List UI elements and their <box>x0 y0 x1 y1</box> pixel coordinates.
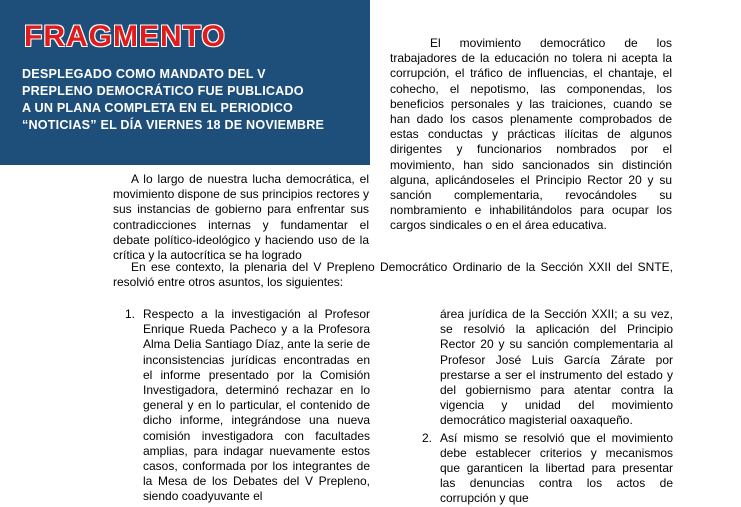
list-item-number: 2. <box>421 430 432 445</box>
resolution-list-right <box>410 307 673 507</box>
resolution-list-left <box>113 307 370 505</box>
page-title: FRAGMENTO <box>24 20 226 53</box>
intro-column <box>113 172 369 263</box>
list-item-text: Así mismo se resolvió que el movimiento debe establecer criterios y mecanismos que garanticen la libertad para presentar las denuncias contra los actos de corrupción y que <box>440 430 673 506</box>
right-column-paragraph: El movimiento democrático de los trabajadores de la educación no tolera ni acepta la corrupción, el tráfico de influencias, el chantaje, el cohecho, el nepotismo, las componendas, los beneficios personales y las traiciones, cuando se han dado los casos plenamente comprobados de estas conductas y prácticas ilícitas de algunos dirigentes y funcionarios nombrados por el movimiento, han sido sancionados sin distinción alguna, aplicándoseles el Principio Rector 20 y su sanción complementaria, revocándoles su nombramiento e inhabilitándolos para ocupar los cargos sindicales o en el área educativa. <box>390 36 672 233</box>
subtitle-line: DESPLEGADO COMO MANDATO DEL V <box>22 67 266 81</box>
header-box <box>0 0 370 165</box>
right-column <box>390 36 672 234</box>
subtitle-line: PREPLENO DEMOCRÁTICO FUE PUBLICADO <box>22 84 304 98</box>
subtitle-line: “NOTICIAS” EL DÍA VIERNES 18 DE NOVIEMBRE <box>22 118 325 132</box>
list-item <box>113 307 370 505</box>
list-item-continuation <box>410 307 673 429</box>
subtitle-line: A UN PLANA COMPLETA EN EL PERIODICO <box>22 101 294 115</box>
context-paragraph-block <box>113 260 673 290</box>
list-item-text: Respecto a la investigación al Profesor Enrique Rueda Pacheco y a la Profesora Alma Delia Santiago Díaz, ante la serie de inconsistencias jurídicas encontradas en el informe presentado por la Comisión Investigadora, determinó rechazar en lo general y en lo particular, el contenido de dicho informe, integrándose una nueva comisión investigadora con facultades amplias, para indagar nuevamente estos casos, conformada por los integrantes de la Mesa de los Debates del V Prepleno, siendo coadyuvante el <box>143 307 370 504</box>
intro-paragraph: A lo largo de nuestra lucha democrática, el movimiento dispone de sus principios rectores y sus instancias de gobierno para enfrentar sus contradicciones internas y fundamentar el debate político-ideológico y haciendo uso de la crítica y la autocrítica se ha logrado <box>113 172 369 263</box>
list-item-number: 1. <box>124 307 135 321</box>
list-item-continuation-text: área jurídica de la Sección XXII; a su vez, se resolvió la aplicación del Principio Rector 20 y su sanción complementaria al Profesor José Luis García Zárate por prestarse a ser el instrumento del estado y del gobiernismo para atentar contra la vigencia y unidad del movimiento democrático magisterial oaxaqueño. <box>440 307 673 428</box>
list-item <box>410 431 673 507</box>
header-subtitle <box>22 66 367 134</box>
context-paragraph: En ese contexto, la plenaria del V Prepleno Democrático Ordinario de la Sección XXII del SNTE, resolvió entre otros asuntos, los siguientes: <box>113 260 673 290</box>
